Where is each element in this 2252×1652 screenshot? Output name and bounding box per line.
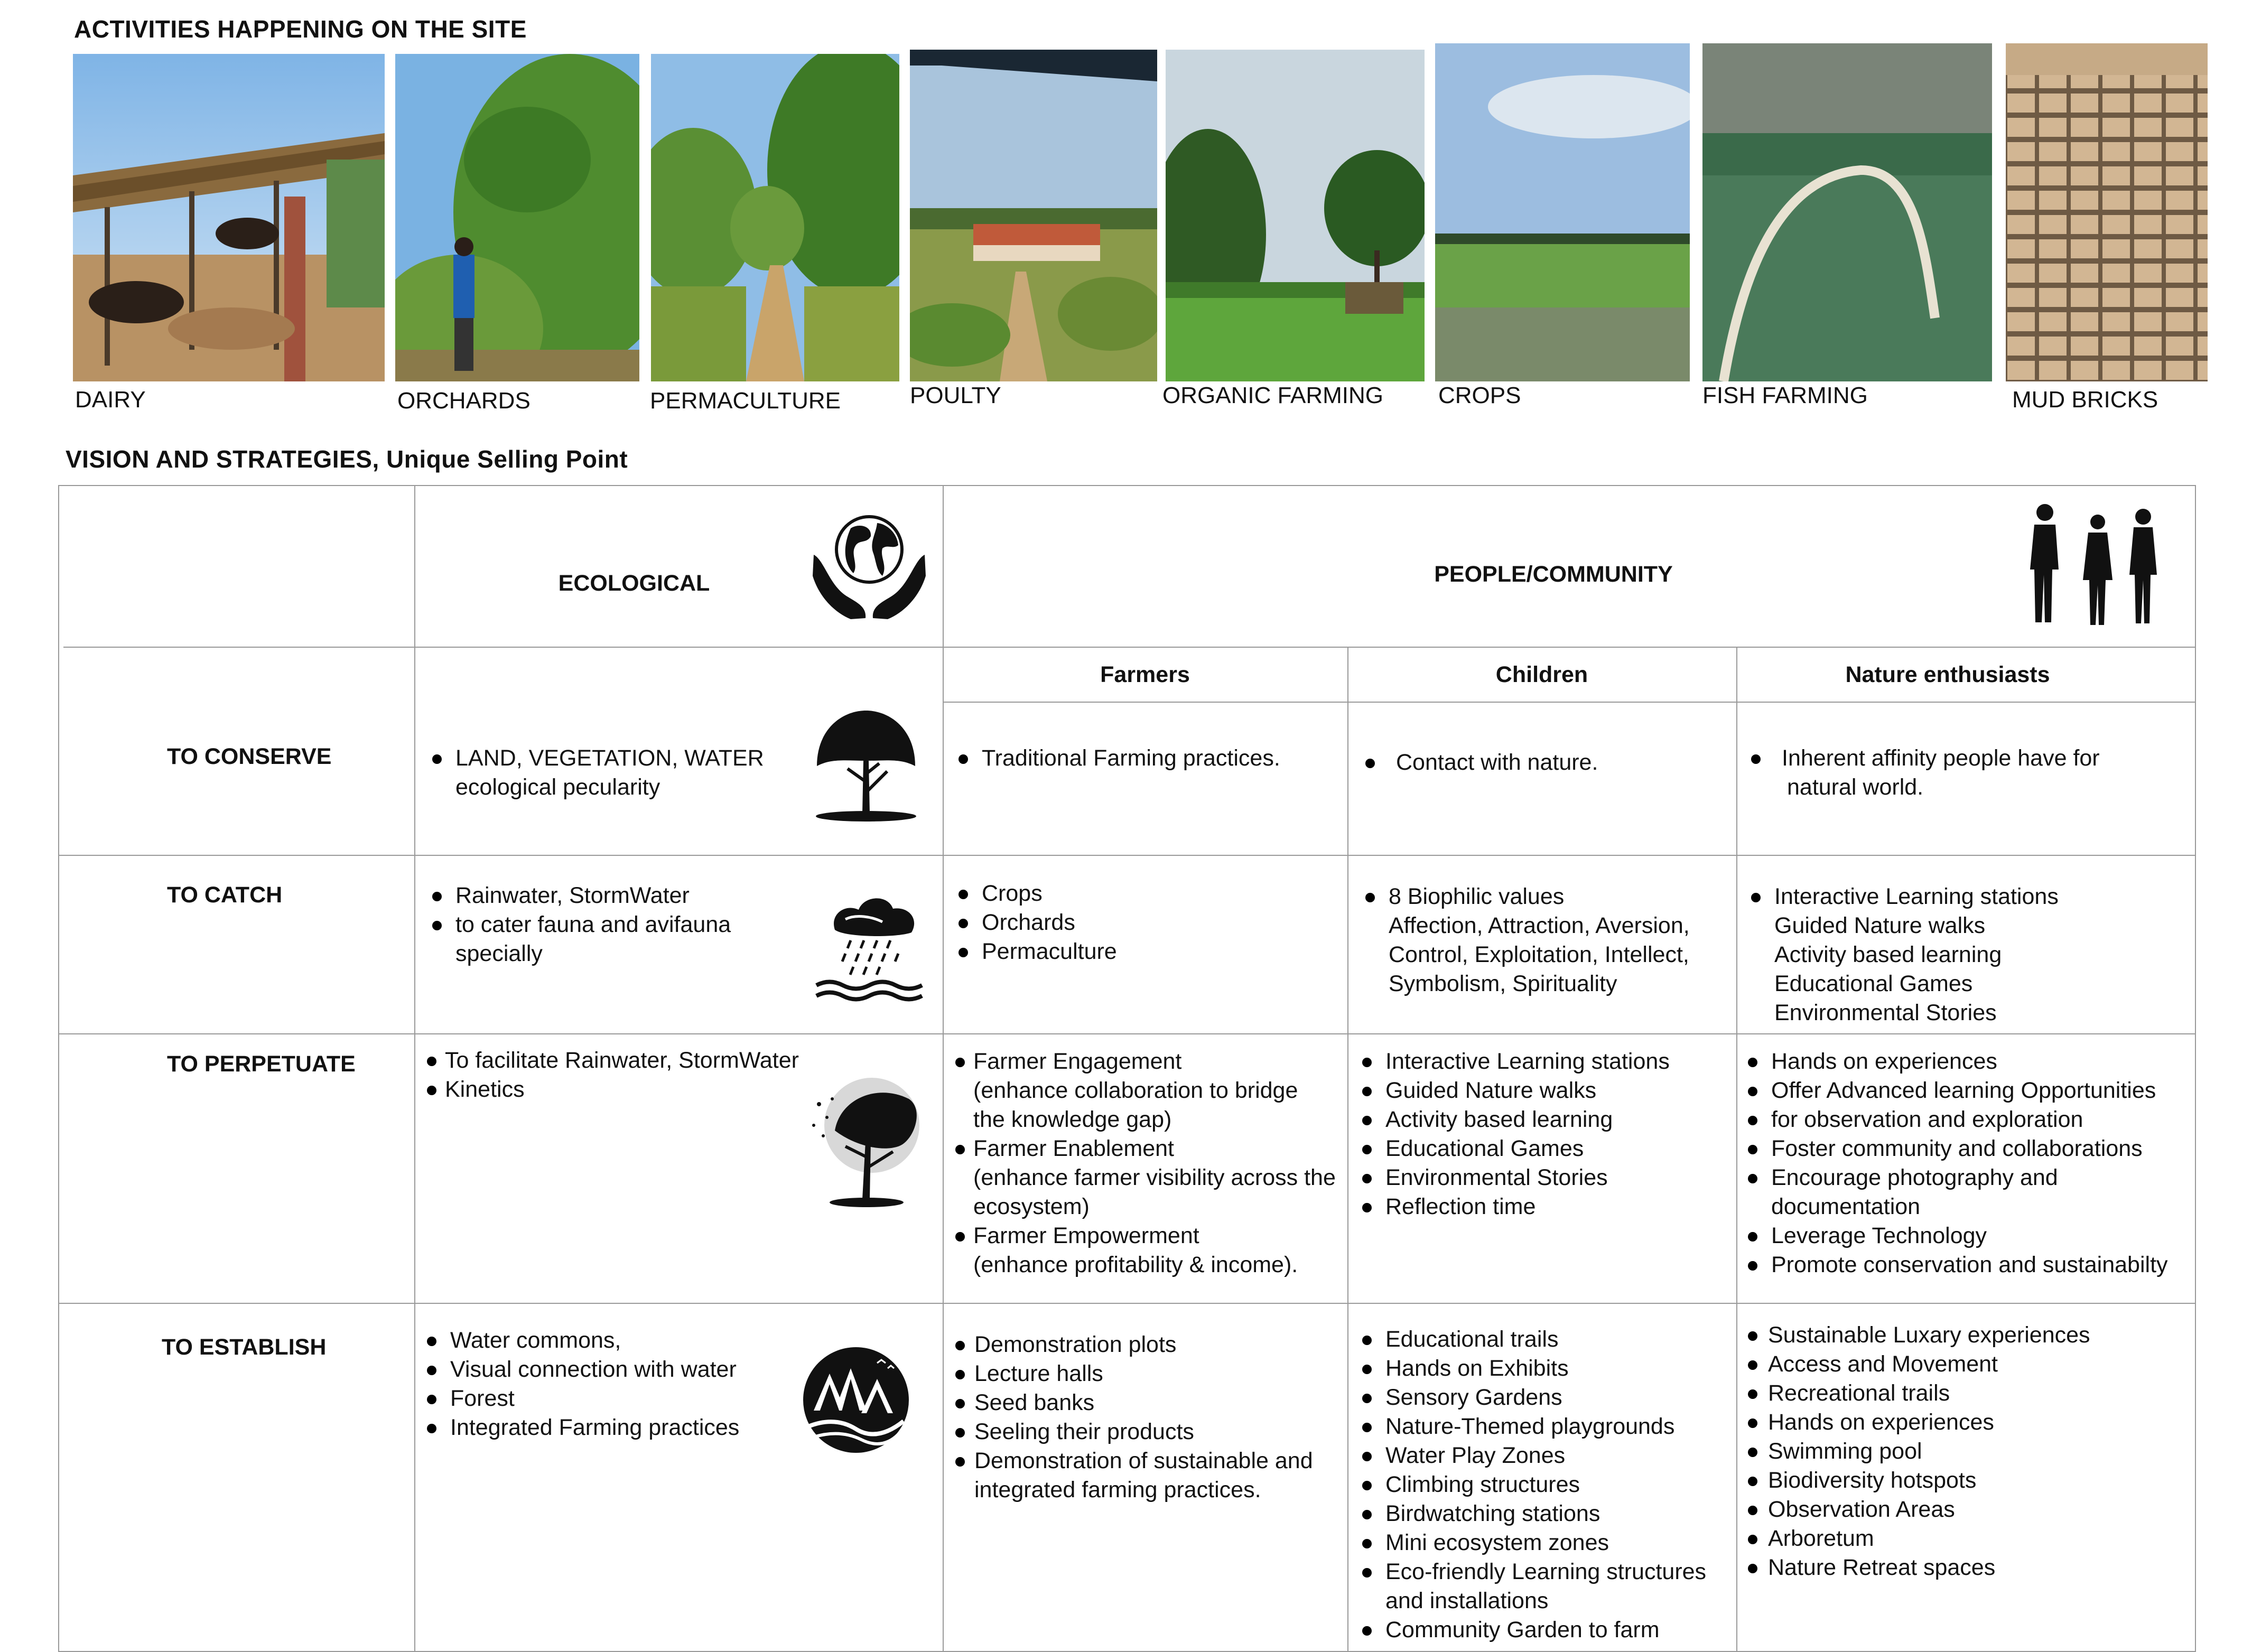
perpetuate-children-cell: [1358, 1047, 1733, 1221]
row-label-catch: TO CATCH: [167, 882, 283, 908]
list-item: Kinetics: [423, 1075, 835, 1104]
perpetuate-nature-cell: [1744, 1047, 2193, 1280]
conserve-ecological-cell: [428, 744, 766, 802]
row-label-perpetuate: TO PERPETUATE: [167, 1051, 356, 1077]
organic-farming-photo: [1166, 50, 1425, 381]
header-people-community: PEOPLE/COMMUNITY: [1434, 562, 1673, 587]
row-divider: [943, 702, 2196, 703]
catch-farmers-cell: [954, 879, 1335, 966]
list-item: Reflection time: [1358, 1192, 1733, 1221]
col-divider: [1736, 647, 1737, 1652]
list-item: Offer Advanced learning Opportunities: [1744, 1076, 2193, 1105]
list-item: Visual connection with water: [423, 1355, 803, 1384]
conserve-farmers-cell: [954, 744, 1335, 773]
catch-ecological-cell: [428, 881, 798, 968]
list-item: Crops: [954, 879, 1335, 908]
photo-caption-permaculture: PERMACULTURE: [650, 388, 841, 414]
header-ecological: ECOLOGICAL: [558, 571, 710, 596]
list-item: Affection, Attraction, Aversion,: [1389, 913, 1690, 938]
list-item: Activity based learning: [1358, 1105, 1733, 1134]
list-item: Lecture halls: [951, 1359, 1342, 1388]
list-item: Seeling their products: [951, 1417, 1342, 1446]
dairy-photo: [73, 54, 385, 381]
list-item: To facilitate Rainwater, StormWater: [423, 1046, 835, 1075]
forest-landscape-icon: [798, 1342, 914, 1458]
list-item: Environmental Stories: [1358, 1163, 1733, 1192]
list-item: (enhance farmer visibility across the: [973, 1165, 1336, 1190]
conserve-nature-cell: [1747, 744, 2180, 802]
list-item: Rainwater, StormWater: [428, 881, 798, 910]
row-label-conserve: TO CONSERVE: [167, 744, 332, 769]
row-divider: [58, 1033, 2196, 1034]
list-item: Nature Retreat spaces: [1744, 1553, 2193, 1582]
list-item: Interactive Learning stations: [1358, 1047, 1733, 1076]
list-item: Farmer Engagement: [951, 1047, 1342, 1076]
list-item: to cater fauna and avifauna: [428, 910, 798, 939]
crops-photo: [1435, 43, 1690, 381]
list-item: ecosystem): [973, 1194, 1090, 1219]
list-item: Environmental Stories: [1774, 1000, 1997, 1025]
list-item: Foster community and collaborations: [1744, 1134, 2193, 1163]
header-nature-enthusiasts: Nature enthusiasts: [1845, 662, 2050, 687]
list-item: Symbolism, Spirituality: [1389, 971, 1617, 996]
vision-title: VISION AND STRATEGIES, Unique Selling Point: [66, 445, 628, 473]
photo-caption-orchards: ORCHARDS: [397, 388, 531, 414]
list-item: Hands on experiences: [1744, 1408, 2193, 1437]
fish-farming-photo: [1702, 43, 1992, 381]
list-item: Arboretum: [1744, 1524, 2193, 1553]
list-item: Forest: [423, 1384, 803, 1413]
list-item: Sustainable Luxary experiences: [1744, 1321, 2193, 1350]
list-item: Educational Games: [1358, 1134, 1733, 1163]
list-item: Promote conservation and sustainabilty: [1744, 1250, 2193, 1280]
conserve-children-cell: [1361, 748, 1731, 777]
list-item: Demonstration of sustainable and: [951, 1446, 1342, 1476]
list-item: Biodiversity hotspots: [1744, 1466, 2193, 1495]
list-item: Encourage photography and: [1744, 1163, 2193, 1192]
list-item: Observation Areas: [1744, 1495, 2193, 1524]
list-item: for observation and exploration: [1744, 1105, 2193, 1134]
list-item: Educational Games: [1774, 971, 1973, 996]
list-item: Water Play Zones: [1358, 1441, 1733, 1470]
list-item: Water commons,: [423, 1326, 803, 1355]
list-item: Mini ecosystem zones: [1358, 1528, 1733, 1557]
list-item: and installations: [1385, 1588, 1549, 1613]
mud-bricks-photo: [2006, 43, 2208, 381]
perpetuate-farmers-cell: [951, 1047, 1342, 1280]
list-item: Hands on experiences: [1744, 1047, 2193, 1076]
windblown-tree-icon: [803, 1067, 930, 1215]
list-item: Traditional Farming practices.: [954, 744, 1335, 773]
list-item: (enhance collaboration to bridge: [973, 1078, 1298, 1103]
catch-nature-cell: [1747, 882, 2180, 1028]
establish-nature-cell: [1744, 1321, 2193, 1582]
list-item: ecological pecularity: [455, 774, 660, 800]
list-item: LAND, VEGETATION, WATER: [428, 744, 766, 773]
list-item: Swimming pool: [1744, 1437, 2193, 1466]
list-item: documentation: [1771, 1194, 1921, 1219]
permaculture-photo: [651, 54, 899, 381]
establish-ecological-cell: [423, 1326, 803, 1442]
list-item: Hands on Exhibits: [1358, 1354, 1733, 1383]
people-silhouette-icon: [2018, 501, 2172, 628]
orchards-photo: [395, 54, 639, 381]
list-item: Nature-Themed playgrounds: [1358, 1412, 1733, 1441]
catch-children-cell: [1361, 882, 1731, 998]
rain-cloud-icon: [814, 888, 930, 1004]
list-item: Leverage Technology: [1744, 1221, 2193, 1250]
list-item: Orchards: [954, 908, 1335, 937]
list-item: Control, Exploitation, Intellect,: [1389, 942, 1689, 967]
list-item: Sensory Gardens: [1358, 1383, 1733, 1412]
list-item: (enhance profitability & income).: [973, 1252, 1298, 1277]
establish-children-cell: [1358, 1325, 1733, 1645]
col-divider: [414, 485, 415, 1652]
photo-caption-crops: CROPS: [1438, 382, 1521, 408]
photo-caption-fish-farming: FISH FARMING: [1702, 382, 1868, 408]
photo-caption-mud-bricks: MUD BRICKS: [2012, 387, 2158, 413]
photo-caption-poulty: POULTY: [910, 382, 1001, 408]
header-farmers: Farmers: [1100, 662, 1190, 687]
col-divider: [943, 485, 944, 1652]
row-divider: [63, 647, 2196, 648]
row-divider: [58, 1303, 2196, 1304]
poulty-photo: [910, 50, 1157, 381]
tree-icon: [811, 708, 922, 829]
list-item: Guided Nature walks: [1358, 1076, 1733, 1105]
establish-farmers-cell: [951, 1330, 1342, 1505]
list-item: Guided Nature walks: [1774, 913, 1986, 938]
list-item: Seed banks: [951, 1388, 1342, 1417]
list-item: Integrated Farming practices: [423, 1413, 803, 1442]
list-item: Climbing structures: [1358, 1470, 1733, 1499]
list-item: Birdwatching stations: [1358, 1499, 1733, 1528]
col-divider: [1347, 647, 1348, 1652]
row-label-establish: TO ESTABLISH: [162, 1334, 327, 1360]
header-children: Children: [1495, 662, 1588, 687]
list-item: the knowledge gap): [973, 1107, 1172, 1132]
list-item: Farmer Empowerment: [951, 1221, 1342, 1250]
globe-hands-icon: [808, 507, 930, 623]
photo-caption-dairy: DAIRY: [75, 387, 146, 413]
list-item: Eco-friendly Learning structures: [1358, 1557, 1733, 1586]
list-item: natural world.: [1787, 774, 1924, 800]
activities-title: ACTIVITIES HAPPENING ON THE SITE: [74, 15, 527, 43]
list-item: integrated farming practices.: [974, 1477, 1261, 1502]
list-item: Demonstration plots: [951, 1330, 1342, 1359]
list-item: 8 Biophilic values: [1361, 882, 1731, 911]
list-item: Activity based learning: [1774, 942, 2002, 967]
list-item: Access and Movement: [1744, 1350, 2193, 1379]
list-item: Community Garden to farm: [1358, 1616, 1733, 1645]
list-item: Farmer Enablement: [951, 1134, 1342, 1163]
list-item: Recreational trails: [1744, 1379, 2193, 1408]
perpetuate-ecological-cell: [423, 1046, 835, 1104]
list-item: specially: [455, 941, 543, 966]
list-item: Permaculture: [954, 937, 1335, 966]
list-item: Interactive Learning stations: [1747, 882, 2180, 911]
list-item: Educational trails: [1358, 1325, 1733, 1354]
list-item: Contact with nature.: [1361, 748, 1731, 777]
list-item: Inherent affinity people have for: [1747, 744, 2180, 773]
row-divider: [58, 855, 2196, 856]
photo-caption-organic-farming: ORGANIC FARMING: [1162, 382, 1384, 408]
